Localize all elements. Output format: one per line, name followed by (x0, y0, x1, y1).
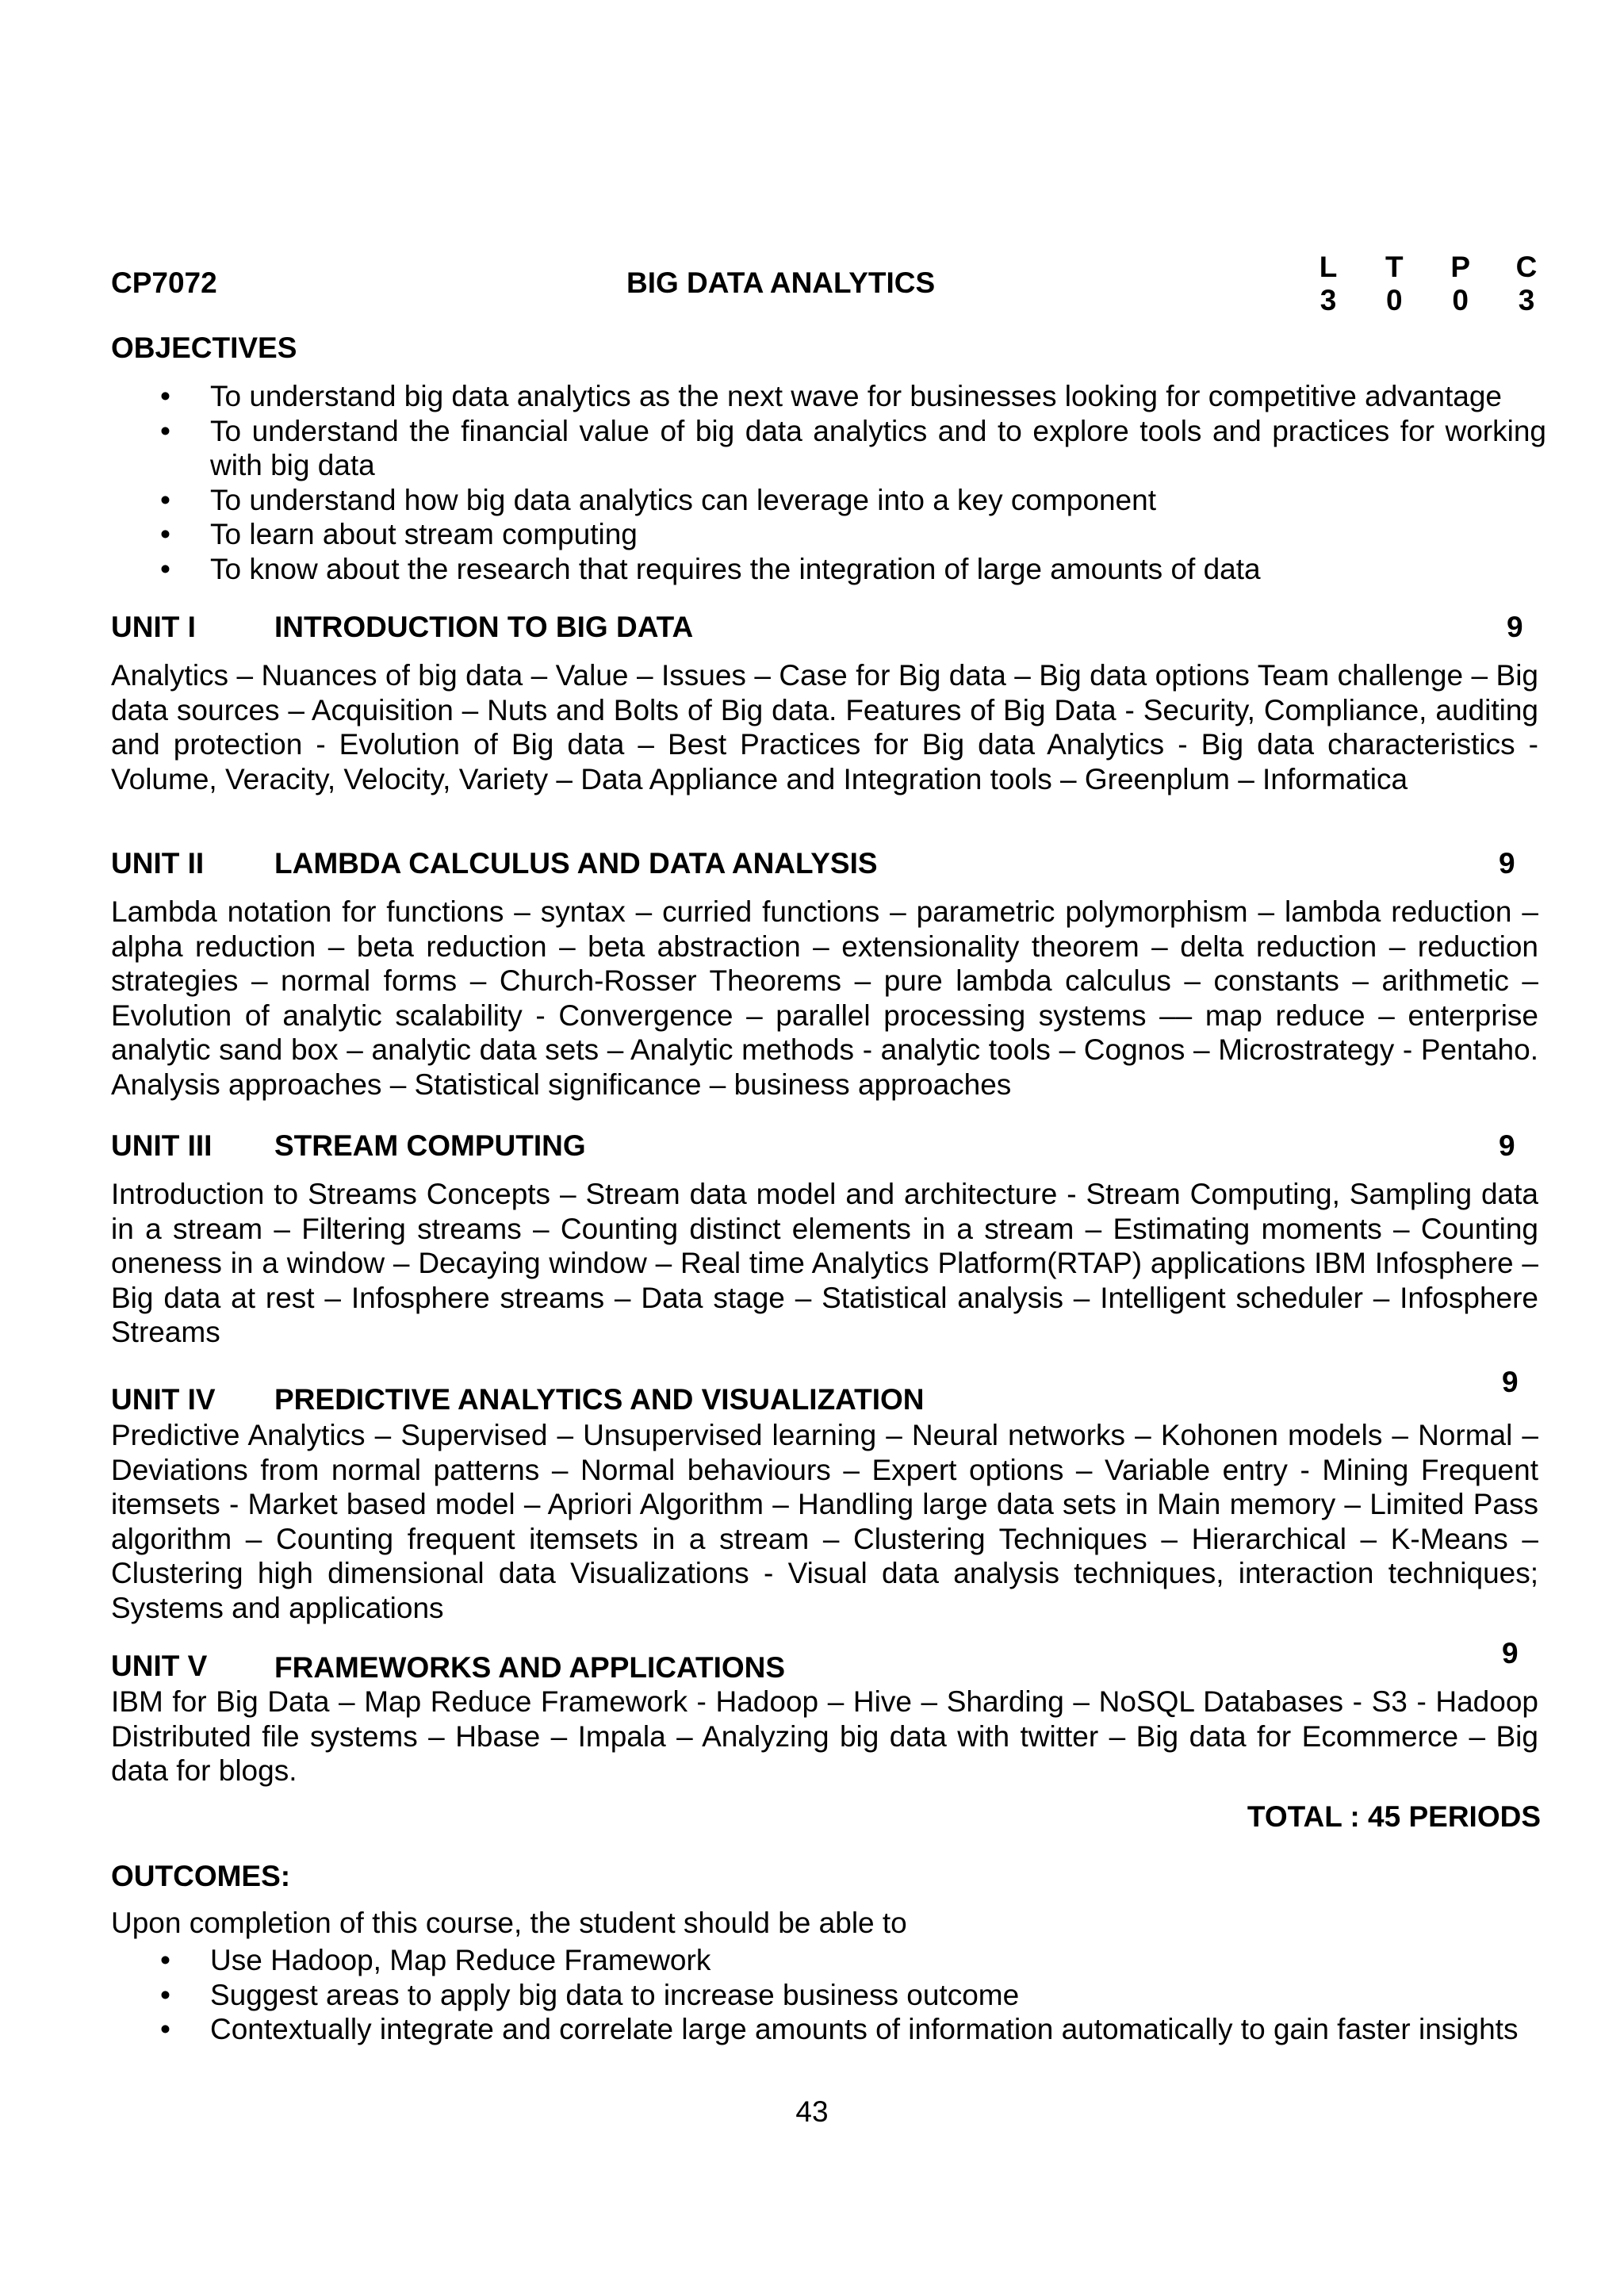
unit-3-header (111, 1129, 1538, 1166)
unit-number: UNIT IV (111, 1383, 216, 1416)
total-periods: TOTAL : 45 PERIODS (1247, 1800, 1541, 1833)
objective-item: • To understand big data analytics as the next wave for businesses looking for competitive advantage (111, 379, 1546, 414)
ltpc-header-p: P (1450, 251, 1470, 283)
unit-title: STREAM COMPUTING (274, 1129, 586, 1162)
unit-2-content: Lambda notation for functions – syntax – curried functions – parametric polymorphism – lambda reduction – alpha reduction – beta reduction – beta abstraction – extensionality theorem – delta reduction – reduction strategies – normal forms – Church-Rosser Theorems – pure lambda calculus – constants – arithmetic – Evolution of analytic scalability - Convergence – parallel processing systems –– map reduce – enterprise analytic sand box – analytic data sets – Analytic methods - analytic tools – Cognos – Microstrategy - Pentaho. Analysis approaches – Statistical significance – business approaches (111, 895, 1538, 1101)
outcome-item: • Suggest areas to apply big data to increase business outcome (111, 1978, 1546, 2013)
unit-title: FRAMEWORKS AND APPLICATIONS (274, 1651, 786, 1684)
unit-hours: 9 (1499, 847, 1515, 880)
ltpc-value-p: 0 (1452, 284, 1469, 316)
unit-number: UNIT V (111, 1650, 208, 1682)
unit-3-content: Introduction to Streams Concepts – Stream data model and architecture - Stream Computing, Sampling data in a stream – Filtering streams – Counting distinct elements in a stream – Estimating moments – Counting oneness in a window – Decaying window – Real time Analytics Platform(RTAP) applications IBM Infosphere – Big data at rest – Infosphere streams – Data stage – Statistical analysis – Intelligent scheduler – Infosphere Streams (111, 1178, 1538, 1348)
objective-item: • To learn about stream computing (111, 517, 1546, 552)
unit-1-content: Analytics – Nuances of big data – Value – Issues – Case for Big data – Big data options Team challenge – Big data sources – Acquisition – Nuts and Bolts of Big data. Features of Big Data - Security, Compliance, auditing and protection - Evolution of Big data – Best Practices for Big data Analytics - Big data characteristics - Volume, Veracity, Velocity, Variety – Data Appliance and Integration tools – Greenplum – Informatica (111, 659, 1538, 795)
unit-5-content: IBM for Big Data – Map Reduce Framework - Hadoop – Hive – Sharding – NoSQL Databases - S3 - Hadoop Distributed file systems – Hbase – Impala – Analyzing big data with twitter – Big data for Ecommerce – Big data for blogs. (111, 1685, 1538, 1787)
page-number: 43 (795, 2095, 829, 2128)
unit-title: PREDICTIVE ANALYTICS AND VISUALIZATION (274, 1383, 925, 1416)
objectives-list (111, 379, 1546, 586)
ltpc-header-t: T (1385, 251, 1404, 283)
outcome-item: • Use Hadoop, Map Reduce Framework (111, 1943, 1546, 1978)
ltpc-header-c: C (1515, 251, 1538, 283)
ltpc-header-l: L (1319, 251, 1338, 283)
unit-5-header (111, 1650, 1538, 1686)
unit-number: UNIT II (111, 847, 205, 880)
outcomes-list (111, 1943, 1546, 2047)
unit-number: UNIT I (111, 611, 196, 643)
ltpc-table (1316, 251, 1538, 317)
outcomes-intro: Upon completion of this course, the student should be able to (111, 1907, 907, 1939)
unit-title: LAMBDA CALCULUS AND DATA ANALYSIS (274, 847, 878, 880)
objective-item: • To understand the financial value of big data analytics and to explore tools and practices for working with big data (111, 414, 1546, 483)
course-code: CP7072 (111, 266, 217, 299)
unit-hours: 9 (1499, 1129, 1515, 1162)
unit-4-header (111, 1383, 1538, 1420)
unit-hours: 9 (1507, 611, 1523, 643)
outcome-item: • Contextually integrate and correlate large amounts of information automatically to gain faster insights (111, 2012, 1546, 2047)
unit-1-header (111, 611, 1538, 647)
ltpc-value-t: 0 (1386, 284, 1403, 316)
objectives-heading: OBJECTIVES (111, 332, 297, 364)
unit-number: UNIT III (111, 1129, 213, 1162)
ltpc-header-row (1316, 251, 1538, 284)
course-title: BIG DATA ANALYTICS (626, 266, 936, 299)
ltpc-value-row (1316, 284, 1538, 317)
objective-item: • To know about the research that requires the integration of large amounts of data (111, 552, 1546, 587)
unit-title: INTRODUCTION TO BIG DATA (274, 611, 694, 643)
unit-hours: 9 (1502, 1366, 1519, 1398)
outcomes-heading: OUTCOMES: (111, 1860, 291, 1892)
unit-hours: 9 (1502, 1637, 1519, 1669)
ltpc-value-l: 3 (1320, 284, 1337, 316)
objective-item: • To understand how big data analytics can leverage into a key component (111, 483, 1546, 518)
unit-4-content: Predictive Analytics – Supervised – Unsupervised learning – Neural networks – Kohonen models – Normal – Deviations from normal patterns – Normal behaviours – Expert options – Variable entry - Mining Frequent itemsets - Market based model – Apriori Algorithm – Handling large data sets in Main memory – Limited Pass algorithm – Counting frequent itemsets in a stream – Clustering Techniques – Hierarchical – K-Means – Clustering high dimensional data Visualizations - Visual data analysis techniques, interaction techniques; Systems and applications (111, 1419, 1538, 1624)
unit-2-header (111, 847, 1538, 884)
ltpc-value-c: 3 (1518, 284, 1535, 316)
